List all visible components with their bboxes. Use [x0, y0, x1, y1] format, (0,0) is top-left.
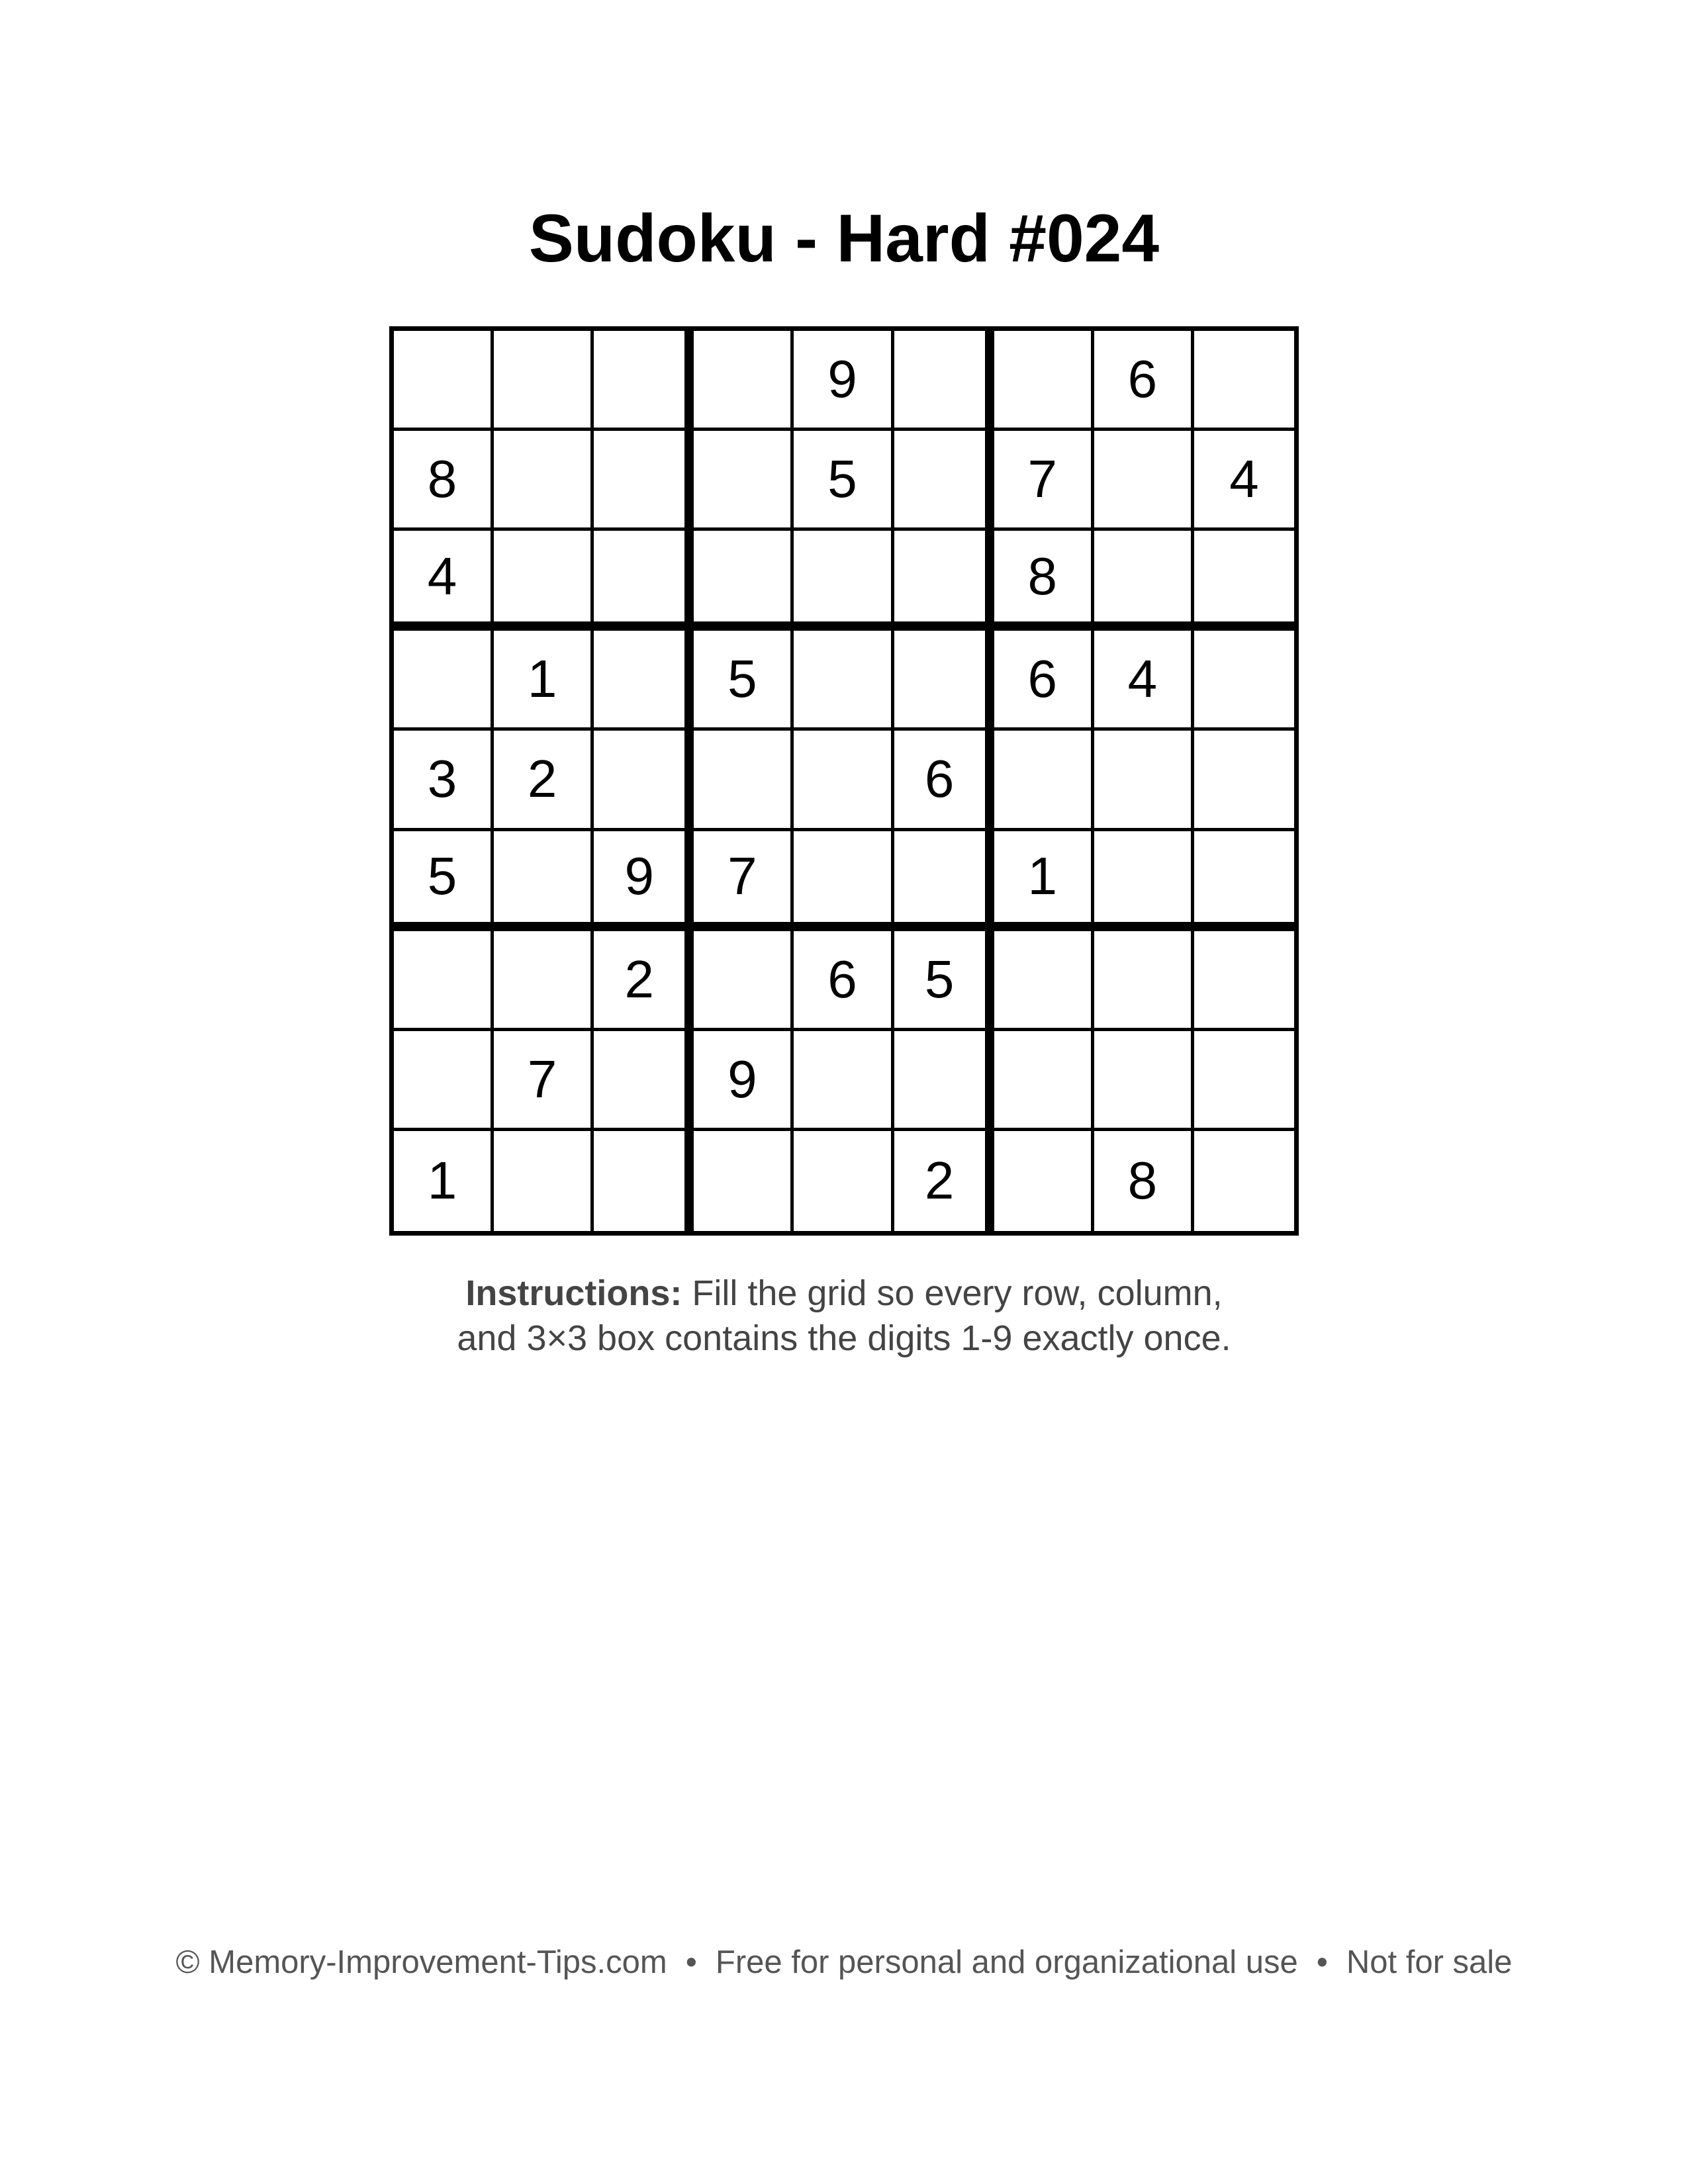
- empty-cell-r8c1[interactable]: [394, 1031, 494, 1131]
- empty-cell-r4c1[interactable]: [394, 631, 494, 731]
- empty-cell-r2c3[interactable]: [594, 431, 694, 531]
- given-cell-r4c8: 4: [1094, 631, 1194, 731]
- empty-cell-r2c2[interactable]: [494, 431, 594, 531]
- empty-cell-r8c7[interactable]: [994, 1031, 1094, 1131]
- empty-cell-r2c4[interactable]: [694, 431, 794, 531]
- empty-cell-r7c9[interactable]: [1194, 931, 1294, 1031]
- given-cell-r5c6: 6: [894, 731, 994, 831]
- empty-cell-r9c7[interactable]: [994, 1131, 1094, 1231]
- given-cell-r6c1: 5: [394, 831, 494, 931]
- given-cell-r5c1: 3: [394, 731, 494, 831]
- empty-cell-r6c2[interactable]: [494, 831, 594, 931]
- empty-cell-r6c9[interactable]: [1194, 831, 1294, 931]
- empty-cell-r1c1[interactable]: [394, 331, 494, 431]
- footer-copyright: © Memory-Improvement-Tips.com: [175, 1944, 667, 1980]
- empty-cell-r3c9[interactable]: [1194, 531, 1294, 631]
- given-cell-r1c8: 6: [1094, 331, 1194, 431]
- empty-cell-r7c7[interactable]: [994, 931, 1094, 1031]
- empty-cell-r9c5[interactable]: [794, 1131, 894, 1231]
- given-cell-r6c3: 9: [594, 831, 694, 931]
- empty-cell-r5c7[interactable]: [994, 731, 1094, 831]
- empty-cell-r5c8[interactable]: [1094, 731, 1194, 831]
- empty-cell-r8c6[interactable]: [894, 1031, 994, 1131]
- footer-separator-2: •: [1316, 1944, 1328, 1980]
- page-title: Sudoku - Hard #024: [528, 201, 1160, 276]
- empty-cell-r3c2[interactable]: [494, 531, 594, 631]
- footer-separator-1: •: [685, 1944, 697, 1980]
- empty-cell-r5c9[interactable]: [1194, 731, 1294, 831]
- empty-cell-r5c3[interactable]: [594, 731, 694, 831]
- given-cell-r7c6: 5: [894, 931, 994, 1031]
- empty-cell-r7c8[interactable]: [1094, 931, 1194, 1031]
- empty-cell-r9c4[interactable]: [694, 1131, 794, 1231]
- sudoku-grid: [389, 326, 1299, 1236]
- given-cell-r9c6: 2: [894, 1131, 994, 1231]
- given-cell-r4c7: 6: [994, 631, 1094, 731]
- given-cell-r9c1: 1: [394, 1131, 494, 1231]
- empty-cell-r6c6[interactable]: [894, 831, 994, 931]
- empty-cell-r3c5[interactable]: [794, 531, 894, 631]
- given-cell-r9c8: 8: [1094, 1131, 1194, 1231]
- given-cell-r8c4: 9: [694, 1031, 794, 1131]
- empty-cell-r5c5[interactable]: [794, 731, 894, 831]
- footer-usage: Free for personal and organizational use: [715, 1944, 1298, 1980]
- given-cell-r3c7: 8: [994, 531, 1094, 631]
- empty-cell-r4c5[interactable]: [794, 631, 894, 731]
- given-cell-r2c7: 7: [994, 431, 1094, 531]
- empty-cell-r4c6[interactable]: [894, 631, 994, 731]
- empty-cell-r2c8[interactable]: [1094, 431, 1194, 531]
- empty-cell-r9c3[interactable]: [594, 1131, 694, 1231]
- empty-cell-r5c4[interactable]: [694, 731, 794, 831]
- empty-cell-r2c6[interactable]: [894, 431, 994, 531]
- given-cell-r7c3: 2: [594, 931, 694, 1031]
- empty-cell-r9c2[interactable]: [494, 1131, 594, 1231]
- empty-cell-r1c9[interactable]: [1194, 331, 1294, 431]
- given-cell-r2c1: 8: [394, 431, 494, 531]
- empty-cell-r8c5[interactable]: [794, 1031, 894, 1131]
- empty-cell-r6c5[interactable]: [794, 831, 894, 931]
- footer: [0, 1942, 1688, 1982]
- footer-restriction: Not for sale: [1346, 1944, 1513, 1980]
- given-cell-r5c2: 2: [494, 731, 594, 831]
- instructions: [0, 1271, 1688, 1361]
- given-cell-r2c5: 5: [794, 431, 894, 531]
- empty-cell-r4c9[interactable]: [1194, 631, 1294, 731]
- empty-cell-r3c4[interactable]: [694, 531, 794, 631]
- empty-cell-r6c8[interactable]: [1094, 831, 1194, 931]
- empty-cell-r3c8[interactable]: [1094, 531, 1194, 631]
- given-cell-r8c2: 7: [494, 1031, 594, 1131]
- empty-cell-r3c6[interactable]: [894, 531, 994, 631]
- empty-cell-r3c3[interactable]: [594, 531, 694, 631]
- given-cell-r4c4: 5: [694, 631, 794, 731]
- empty-cell-r8c8[interactable]: [1094, 1031, 1194, 1131]
- empty-cell-r1c2[interactable]: [494, 331, 594, 431]
- given-cell-r4c2: 1: [494, 631, 594, 731]
- empty-cell-r1c3[interactable]: [594, 331, 694, 431]
- instructions-line-2: and 3×3 box contains the digits 1-9 exactly once.: [457, 1318, 1231, 1358]
- empty-cell-r7c2[interactable]: [494, 931, 594, 1031]
- empty-cell-r1c6[interactable]: [894, 331, 994, 431]
- empty-cell-r7c1[interactable]: [394, 931, 494, 1031]
- given-cell-r7c5: 6: [794, 931, 894, 1031]
- instructions-label: Instructions:: [465, 1273, 682, 1313]
- empty-cell-r4c3[interactable]: [594, 631, 694, 731]
- empty-cell-r9c9[interactable]: [1194, 1131, 1294, 1231]
- instructions-line-1: [0, 1271, 1688, 1316]
- empty-cell-r8c3[interactable]: [594, 1031, 694, 1131]
- given-cell-r6c4: 7: [694, 831, 794, 931]
- given-cell-r2c9: 4: [1194, 431, 1294, 531]
- given-cell-r1c5: 9: [794, 331, 894, 431]
- given-cell-r3c1: 4: [394, 531, 494, 631]
- instructions-text-1: Fill the grid so every row, column,: [682, 1273, 1223, 1313]
- empty-cell-r1c4[interactable]: [694, 331, 794, 431]
- given-cell-r6c7: 1: [994, 831, 1094, 931]
- empty-cell-r7c4[interactable]: [694, 931, 794, 1031]
- empty-cell-r1c7[interactable]: [994, 331, 1094, 431]
- empty-cell-r8c9[interactable]: [1194, 1031, 1294, 1131]
